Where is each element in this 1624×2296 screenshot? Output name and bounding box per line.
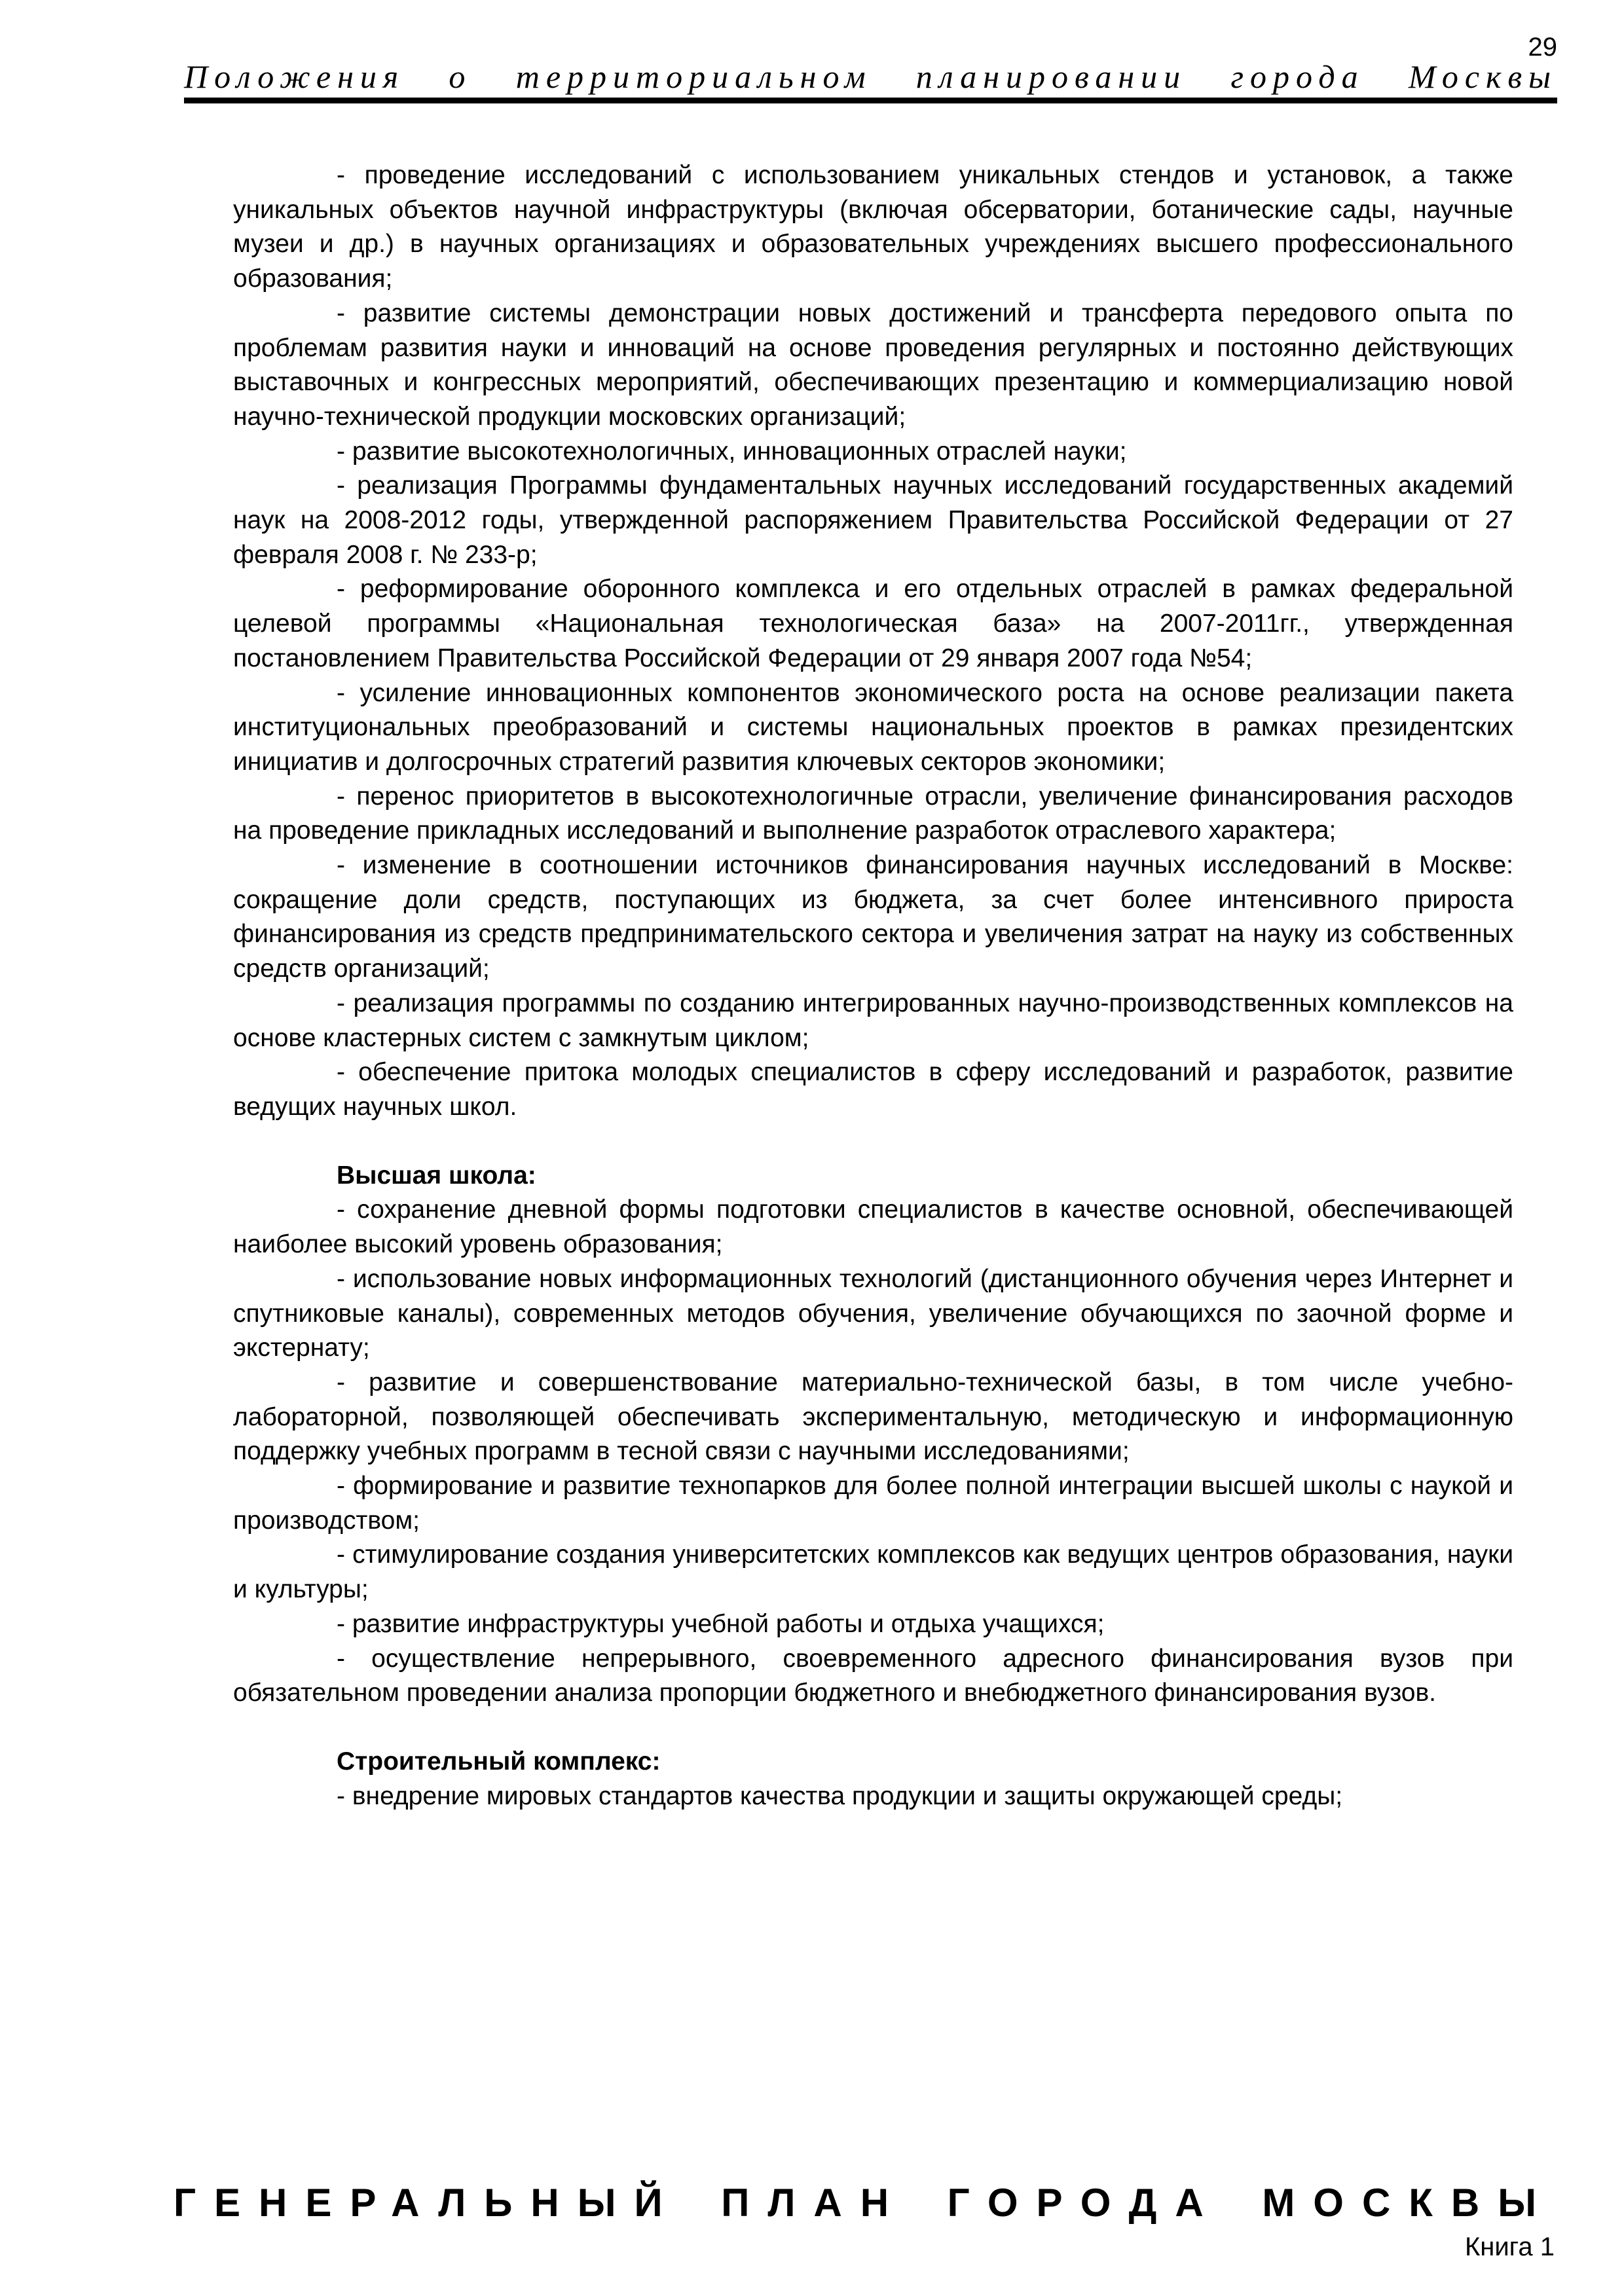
list-item: - развитие и совершенствование материально-технической базы, в том числе учебно-лабораторной, позволяющей обеспечивать экспериментальную, методическую и информационную поддержку учебных программ в тесной связи с научными исследованиями; <box>233 1368 1513 1466</box>
header-rule <box>184 98 1557 103</box>
list-item: - внедрение мировых стандартов качества продукции и защиты окружающей среды; <box>337 1781 1343 1810</box>
list-item: - развитие инфраструктуры учебной работы и отдыха учащихся; <box>337 1609 1105 1638</box>
list-item: - реализация Программы фундаментальных научных исследований государственных академий наук на 2008-2012 годы, утвержденной распоряжением Правительства Российской Федерации от 27 февраля 2008 г. № 233-р; <box>233 471 1513 569</box>
document-body <box>233 158 1513 1813</box>
list-item: - изменение в соотношении источников финансирования научных исследований в Москве: сокращение доли средств, поступающих из бюджета, за счет более интенсивного прироста финансирования из средств предпринимательского сектора и увеличения затрат на науку из собственных средств организаций; <box>233 851 1513 983</box>
page-number: 29 <box>1528 33 1557 62</box>
list-item: - стимулирование создания университетских комплексов как ведущих центров образования, науки и культуры; <box>233 1540 1513 1604</box>
list-item: - развитие высокотехнологичных, инновационных отраслей науки; <box>337 437 1127 465</box>
list-item: - осуществление непрерывного, своевременного адресного финансирования вузов при обязательном проведении анализа пропорции бюджетного и внебюджетного финансирования вузов. <box>233 1644 1513 1707</box>
running-header-title: Положения о территориальном планировании города Москвы <box>184 58 1557 95</box>
list-item: - использование новых информационных технологий (дистанционного обучения через Интернет и спутниковые каналы), современных методов обучения, увеличение обучающихся по заочной форме и экстернату; <box>233 1264 1513 1362</box>
list-item: - сохранение дневной формы подготовки специалистов в качестве основной, обеспечивающей наиболее высокий уровень образования; <box>233 1195 1513 1259</box>
list-item: - проведение исследований с использованием уникальных стендов и установок, а также уникальных объектов научной инфраструктуры (включая обсерватории, ботанические сады, научные музеи и др.) в научных организациях и образовательных учреждениях высшего профессионального образования; <box>233 161 1513 293</box>
book-label: Книга 1 <box>1464 2232 1555 2261</box>
list-item: - обеспечение притока молодых специалистов в сферу исследований и разработок, развитие ведущих научных школ. <box>233 1058 1513 1121</box>
list-item: - усиление инновационных компонентов экономического роста на основе реализации пакета институциональных преобразований и системы национальных проектов в рамках президентских инициатив и долгосрочных стратегий развития ключевых секторов экономики; <box>233 678 1513 776</box>
list-item: - перенос приоритетов в высокотехнологичные отрасли, увеличение финансирования расходов на проведение прикладных исследований и выполнение разработок отраслевого характера; <box>233 782 1513 845</box>
section-heading: Высшая школа: <box>337 1161 536 1190</box>
list-item: - развитие системы демонстрации новых достижений и трансферта передового опыта по проблемам развития науки и инноваций на основе проведения регулярных и постоянно действующих выставочных и конгрессных мероприятий, обеспечивающих презентацию и коммерциализацию новой научно-технической продукции московских организаций; <box>233 299 1513 431</box>
section-heading: Строительный комплекс: <box>337 1747 661 1776</box>
list-item: - реформирование оборонного комплекса и его отдельных отраслей в рамках федеральной целевой программы «Национальная технологическая база» на 2007-2011гг., утвержденная постановлением Правительства Российской Федерации от 29 января 2007 года №54; <box>233 575 1513 672</box>
list-item: - формирование и развитие технопарков для более полной интеграции высшей школы с наукой и производством; <box>233 1472 1513 1535</box>
footer-title: ГЕНЕРАЛЬНЫЙ ПЛАН ГОРОДА МОСКВЫ <box>174 2181 1555 2225</box>
list-item: - реализация программы по созданию интегрированных научно-производственных комплексов на основе кластерных систем с замкнутым циклом; <box>233 989 1513 1052</box>
